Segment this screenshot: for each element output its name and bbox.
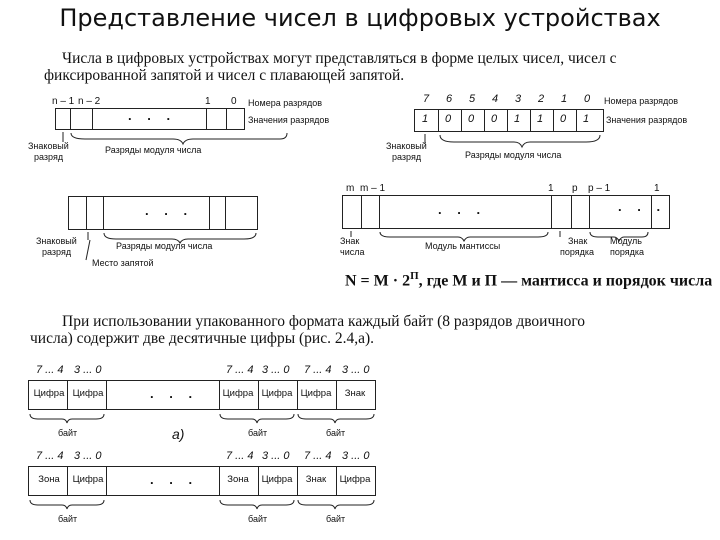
fig4-braces [342,229,672,249]
bit-value-2: 1 [537,113,544,125]
fp-sign-order-1: Знак [568,236,588,246]
bit-value-7: 1 [422,113,429,125]
byte-register [414,109,604,132]
intro-line-1: Числа в цифровых устройствах могут представляться в форме целых чисел, чисел с [62,50,617,67]
bit-num-6: 6 [446,93,453,105]
fp-sign-number-1: Знак [340,236,360,246]
bit-value-5: 0 [468,113,475,125]
figB-bits-hi-3: 7 ... 4 [304,450,332,462]
figB-cell-5: Знак [305,474,327,485]
fp-label-m-1: m – 1 [360,183,386,194]
fp-label-p: p [572,183,578,194]
figA-cell-2: Цифра [72,388,104,399]
figA-bits-hi-1: 7 ... 4 [36,364,64,376]
bit-value-3: 1 [514,113,521,125]
fig1-sign-label-1: Знаковый [28,141,69,151]
figB-cell-2: Цифра [72,474,104,485]
bit-value-0: 1 [583,113,590,125]
fig2-label-numbers: Номера разрядов [604,96,679,106]
fp-mod-order-1: Модуль [610,236,642,246]
figB-cell-3: Зона [227,474,249,485]
packed-line-1: При использовании упакованного формата каждый байт (8 разрядов двоичного [62,313,586,330]
figA-byte-3: байт [326,428,346,438]
page-title: Представление чисел в цифровых устройствах [59,4,661,32]
figA-dots: . . . [150,386,199,401]
figA-byte-1: байт [58,428,78,438]
bit-value-6: 0 [445,113,452,125]
fig1-dots: . . . [128,108,177,123]
figB-bits-hi-2: 7 ... 4 [226,450,254,462]
fp-label-m: m [346,183,355,194]
fig1-braces [55,130,245,150]
fp-sign-order-2: порядка [560,247,595,257]
figA-braces [28,412,378,428]
fp-label-1a: 1 [548,183,554,194]
figA-bits-lo-2: 3 ... 0 [262,364,290,376]
figB-dots: . . . [150,472,199,487]
figB-cell-6: Цифра [339,474,371,485]
figA-bits-lo-1: 3 ... 0 [74,364,102,376]
bit-num-2: 2 [538,93,545,105]
figA-cell-4: Цифра [261,388,293,399]
figA-cell-1: Цифра [33,388,65,399]
fig1-label-values: Значения разрядов [248,115,330,125]
figB-bits-hi-1: 7 ... 4 [36,450,64,462]
fig1-label-numbers: Номера разрядов [248,98,323,108]
fig2-sign-label-2: разряд [392,152,422,162]
bit-label-n-2: n – 2 [78,96,101,107]
packed-line-2: числа) содержит две десятичные цифры (рис. 2.4,а). [30,330,375,347]
figA-bits-hi-3: 7 ... 4 [304,364,332,376]
bit-label-n-1: n – 1 [52,96,75,107]
fp-mantissa-label: Модуль мантиссы [425,241,501,251]
formula-lhs: N = M · 2 [345,272,411,290]
bit-value-1: 0 [560,113,567,125]
fig3-sign-label-2: разряд [42,247,72,257]
fig2-braces [414,132,604,152]
bit-num-5: 5 [469,93,476,105]
fp-label-p-1: p – 1 [588,183,611,194]
fig1-modulus-label: Разряды модуля числа [105,145,202,155]
figA-byte-2: байт [248,428,268,438]
figB-byte-3: байт [326,514,346,524]
fp-sign-number-2: числа [340,247,365,257]
fig2-modulus-label: Разряды модуля числа [465,150,562,160]
formula [345,270,712,290]
figB-cell-4: Цифра [261,474,293,485]
fig3-modulus-label: Разряды модуля числа [116,241,213,251]
figB-byte-2: байт [248,514,268,524]
formula-rest: , где M и П — мантисса и порядок числа [418,272,713,290]
fig3-point-label: Место запятой [92,258,154,268]
figB-braces [28,498,378,514]
intro-line-2: фиксированной запятой и чисел с плавающей запятой. [44,67,405,84]
packed-text [30,313,702,347]
bit-num-7: 7 [423,93,430,105]
fig2-sign-label-1: Знаковый [386,141,427,151]
fp-mod-order-2: порядка [610,247,645,257]
fig3-braces [68,230,268,270]
fp-dots-order: . . . [618,199,667,214]
figA-cell-5: Цифра [300,388,332,399]
fig2-label-values: Значения разрядов [606,115,688,125]
bit-num-3: 3 [515,93,522,105]
figA-cell-6: Знак [344,388,366,399]
formula-exponent: П [410,270,419,282]
intro-text [44,50,662,84]
bit-value-4: 0 [491,113,498,125]
figA-bits-lo-3: 3 ... 0 [342,364,370,376]
bit-num-1: 1 [561,93,568,105]
figB-bits-lo-1: 3 ... 0 [74,450,102,462]
fig3-dots: . . . [145,203,194,218]
bit-label-0: 0 [231,96,237,107]
figB-byte-1: байт [58,514,78,524]
figA-cell-3: Цифра [222,388,254,399]
figB-bits-lo-2: 3 ... 0 [262,450,290,462]
fig1-sign-label-2: разряд [34,152,64,162]
bit-num-0: 0 [584,93,591,105]
figA-caption: а) [172,426,185,442]
bit-label-1: 1 [205,96,211,107]
figA-bits-hi-2: 7 ... 4 [226,364,254,376]
figB-bits-lo-3: 3 ... 0 [342,450,370,462]
fig3-sign-label-1: Знаковый [36,236,77,246]
fp-label-1b: 1 [654,183,660,194]
fp-dots-mantissa: . . . [438,202,487,217]
figB-cell-1: Зона [38,474,60,485]
bit-num-4: 4 [492,93,499,105]
